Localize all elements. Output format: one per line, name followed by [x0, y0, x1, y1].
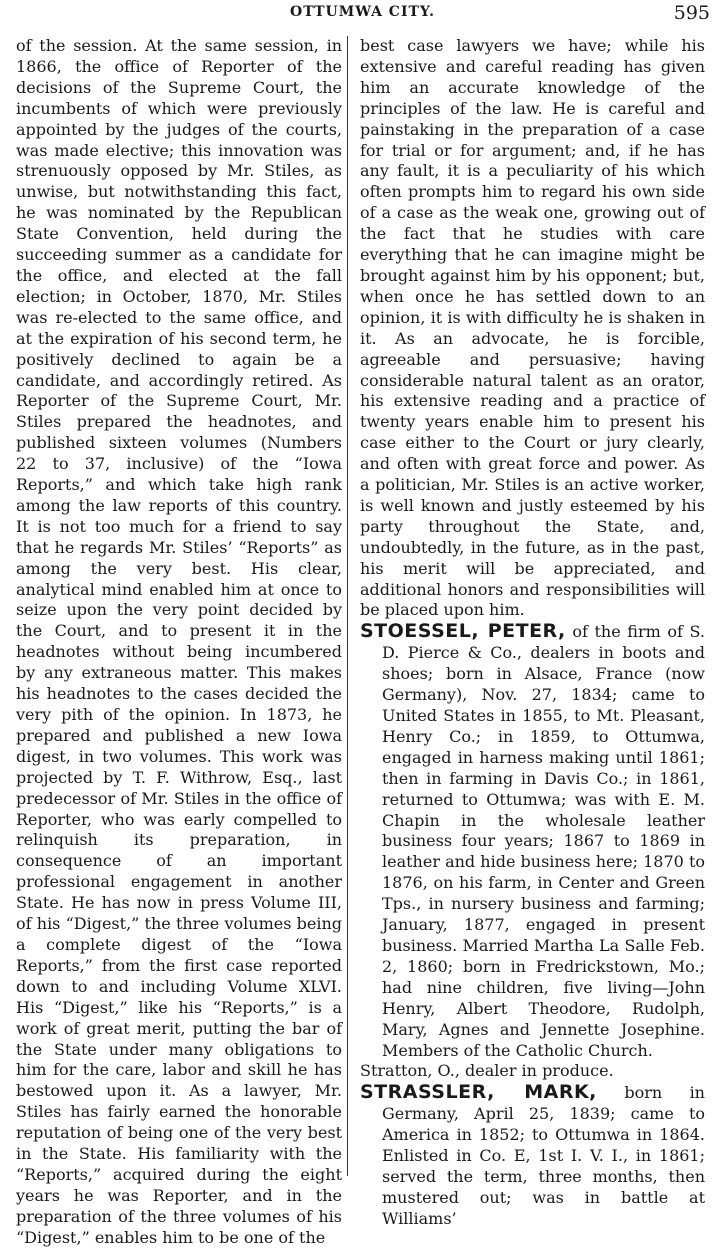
column-divider: [347, 36, 348, 1176]
entry-text: of the firm of S. D. Pierce & Co., dealers in boots and shoes; born in Alsace, France (now Germany), Nov. 27, 1834; came to United States in 1855, to Mt. Pleasant, Henry Co.; in 1859, to Ottumwa, engaged in harness making until 1861; then in farming in Davis Co.; in 1861, returned to Ottumwa; was with E. M. Chapin in the wholesale leather business four years; 1867 to 1869 in leather and hide business here; 1870 to 1876, on his farm, in Center and Green Tps., in nursery business and farming; January, 1877, engaged in present business. Married Martha La Salle Feb. 2, 1860; born in Fredrickstown, Mo.; had nine children, five living—John Henry, Albert Theodore, Rudolph, Mary, Agnes and Jennette Josephine. Members of the Catholic Church.: [382, 622, 705, 1060]
page-number: 595: [673, 2, 710, 24]
biography-entry: [360, 621, 705, 1061]
right-column-continuation: best case lawyers we have; while his extensive and careful reading has given him an accurate knowledge of the principles of the law. He is careful and painstaking in the preparation of a case for trial or for argument; and, if he has any fault, it is a peculiarity of his which often prompts him to regard his own side of a case as the weak one, growing out of the fact that he studies with care everything that he can imagine might be brought against him by his opponent; but, when once he has settled down to an opinion, it is with difficulty he is shaken in it. As an advocate, he is forcible, agreeable and persuasive; having considerable natural talent as an orator, his extensive reading and a practice of twenty years enable him to present his case either to the Court or jury clearly, and often with great force and power. As a politician, Mr. Stiles is an active worker, is well known and justly esteemed by his party throughout the State, and, undoubtedly, in the future, as in the past, his merit will be appreciated, and additional honors and responsibilities will be placed upon him.: [360, 36, 705, 620]
left-column-text: of the session. At the same session, in 1866, the office of Reporter of the decisions of the Supreme Court, the incumbents of which were previously appointed by the judges of the courts, was made elective; this innovation was strenuously opposed by Mr. Stiles, as unwise, but notwithstanding this fact, he was nominated by the Republican State Convention, held during the succeeding summer as a candidate for the office, and elected at the fall election; in October, 1870, Mr. Stiles was re-elected to the same office, and at the expiration of his second term, he positively declined to again be a candidate, and accordingly retired. As Reporter of the Supreme Court, Mr. Stiles prepared the headnotes, and published sixteen volumes (Numbers 22 to 37, inclusive) of the “Iowa Reports,” and which take high rank among the law reports of this country. It is not too much for a friend to say that he regards Mr. Stiles’ “Reports” as among the very best. His clear, analytical mind enabled him at once to seize upon the very point decided by the Court, and to present it in the headnotes without being incumbered by any extraneous matter. This makes his headnotes to the cases decided the very pith of the opinion. In 1873, he prepared and published a new Iowa digest, in two volumes. This work was projected by T. F. Withrow, Esq., last predecessor of Mr. Stiles in the office of Reporter, who was early compelled to relinquish its preparation, in consequence of an important professional engagement in another State. He has now in press Volume III, of his “Digest,” the three volumes being a complete digest of the “Iowa Reports,” from the first case reported down to and including Volume XLVI. His “Digest,” like his “Reports,” is a work of great merit, putting the bar of the State under many obligations to him for the care, labor and skill he has bestowed upon it. As a lawyer, Mr. Stiles has fairly earned the honorable reputation of being one of the very best in the State. His familiarity with the “Reports,” acquired during the eight years he was Reporter, and in the preparation of the three volumes of his “Digest,” enables him to be one of the: [16, 36, 342, 1247]
entry-text: born in Germany, April 25, 1839; came to America in 1852; to Ottumwa in 1864. Enlisted in Co. E, 1st I. V. I., in 1861; served the term, three months, then mustered out; was in battle at Williams’: [382, 1083, 705, 1228]
running-title: OTTUMWA CITY.: [290, 4, 435, 20]
biography-entry: [360, 1082, 705, 1229]
biography-entry: [360, 1061, 705, 1082]
left-column: [16, 36, 342, 1249]
right-column: [360, 36, 705, 1230]
entry-text: Stratton, O., dealer in produce.: [360, 1061, 614, 1081]
entry-name: STOESSEL, PETER,: [360, 620, 566, 643]
running-head: [0, 4, 724, 26]
entry-name: STRASSLER, MARK,: [360, 1081, 597, 1104]
